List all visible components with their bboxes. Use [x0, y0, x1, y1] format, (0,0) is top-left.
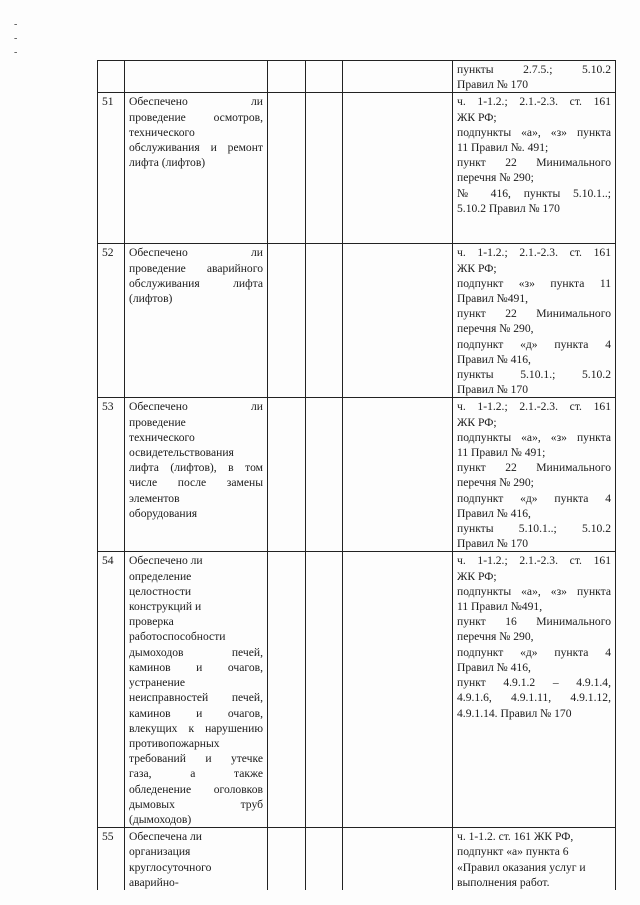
margin-marks [14, 18, 17, 60]
reference-line: 11 Правил №491, [457, 600, 543, 614]
reference-line: подпункты «а», «з» пункта [457, 430, 611, 444]
answer-yes-cell [268, 398, 306, 552]
reference-line: пункт 22 Минимального [457, 307, 611, 321]
table-row [98, 93, 616, 244]
question-line: лифта (лифтов) [129, 156, 206, 170]
row-number: 55 [98, 828, 125, 890]
question-line: конструкций и [129, 600, 202, 614]
reference-line: выполнения работ. [457, 875, 550, 889]
question-line: обледенение оголовков [129, 782, 263, 796]
inspection-checklist-table [97, 60, 616, 890]
legal-reference-cell [453, 828, 616, 890]
row-number: 52 [98, 244, 125, 398]
question-cell [125, 93, 268, 244]
margin-mark: - [14, 47, 18, 58]
reference-line: «Правил оказания услуг и [457, 860, 586, 874]
question-line: обслуживания и ремонт [129, 141, 263, 155]
margin-mark: - [14, 33, 18, 44]
margin-mark: - [14, 19, 18, 30]
reference-line: пункт 22 Минимального [457, 461, 611, 475]
question-cell [125, 398, 268, 552]
question-line: (лифтов) [129, 292, 173, 306]
reference-line: ЖК РФ; [457, 261, 497, 275]
question-cell [125, 244, 268, 398]
not-applicable-cell [343, 93, 453, 244]
reference-line: пункт 4.9.1.2 – 4.9.1.4, [457, 676, 611, 690]
answer-yes-cell [268, 552, 306, 828]
row-number: 54 [98, 552, 125, 828]
reference-line: 4.9.1.6, 4.9.1.11, 4.9.1.12, [457, 691, 611, 705]
legal-reference-cell [453, 552, 616, 828]
reference-line: пункт 16 Минимального [457, 615, 611, 629]
question-line: круглосуточного [129, 860, 212, 874]
question-line: Обеспечено ли [129, 95, 263, 109]
legal-reference-cell [453, 398, 616, 552]
question-line: дымоходов печей, [129, 645, 263, 659]
not-applicable-cell [343, 398, 453, 552]
reference-line: перечня № 290; [457, 171, 534, 185]
reference-line: перечня № 290, [457, 630, 534, 644]
reference-line: перечня № 290, [457, 322, 534, 336]
reference-line: ч. 1-1.2.; 2.1.-2.3. ст. 161 [457, 554, 611, 568]
reference-line: ч. 1-1.2.; 2.1.-2.3. ст. 161 [457, 95, 611, 109]
answer-yes-cell [268, 244, 306, 398]
answer-no-cell [306, 828, 343, 890]
question-cell [125, 828, 268, 890]
reference-line: ч. 1-1.2. ст. 161 ЖК РФ, [457, 830, 574, 844]
question-line: освидетельствования [129, 446, 234, 460]
legal-reference-cell [453, 244, 616, 398]
question-line: целостности [129, 584, 192, 598]
not-applicable-cell [343, 244, 453, 398]
reference-line: 11 Правил № 491; [457, 446, 546, 460]
reference-line: ч. 1-1.2.; 2.1.-2.3. ст. 161 [457, 400, 611, 414]
question-line: лифта (лифтов), в том [129, 461, 263, 475]
reference-line: перечня № 290; [457, 476, 534, 490]
question-line: организация [129, 845, 191, 859]
reference-line: ЖК РФ; [457, 415, 497, 429]
question-line: влекущих к нарушению [129, 721, 263, 735]
question-line: определение [129, 569, 192, 583]
question-line: (дымоходов) [129, 812, 192, 826]
question-line: числе после замены [129, 476, 263, 490]
table-row [98, 244, 616, 398]
table-row [98, 398, 616, 552]
row-number [98, 61, 125, 93]
reference-line: 11 Правил №. 491; [457, 141, 549, 155]
reference-line: ЖК РФ; [457, 110, 497, 124]
reference-line: подпункт «д» пункта 4 [457, 645, 611, 659]
question-line: оборудования [129, 506, 198, 520]
question-line: проведение [129, 415, 186, 429]
reference-line: ЖК РФ; [457, 569, 497, 583]
reference-line: 5.10.2 Правил № 170 [457, 201, 560, 215]
question-line: проверка [129, 615, 174, 629]
question-cell [125, 552, 268, 828]
question-line: каминов и очагов, [129, 706, 263, 720]
reference-line: подпункт «з» пункта 11 [457, 276, 611, 290]
reference-line: Правил № 416, [457, 352, 531, 366]
question-line: технического [129, 430, 195, 444]
not-applicable-cell [343, 61, 453, 93]
reference-line: пункт 22 Минимального [457, 156, 611, 170]
question-line: устранение [129, 676, 185, 690]
answer-no-cell [306, 61, 343, 93]
answer-no-cell [306, 398, 343, 552]
reference-line: Правил № 170 [457, 78, 529, 92]
not-applicable-cell [343, 828, 453, 890]
question-line: каминов и очагов, [129, 660, 263, 674]
reference-line: ч. 1-1.2.; 2.1.-2.3. ст. 161 [457, 246, 611, 260]
reference-line: подпункт «д» пункта 4 [457, 491, 611, 505]
question-line: технического [129, 125, 195, 139]
table-row [98, 552, 616, 828]
row-number: 53 [98, 398, 125, 552]
question-line: Обеспечено ли [129, 246, 263, 260]
reference-line: Правил № 416, [457, 506, 531, 520]
row-number: 51 [98, 93, 125, 244]
question-line: проведение осмотров, [129, 110, 263, 124]
reference-line: Правил № 170 [457, 537, 529, 551]
reference-line: подпункты «а», «з» пункта [457, 584, 611, 598]
question-line: работоспособности [129, 630, 226, 644]
question-cell [125, 61, 268, 93]
table-row [98, 61, 616, 93]
question-line: газа, а также [129, 767, 263, 781]
question-line: обслуживания лифта [129, 276, 263, 290]
legal-reference-cell [453, 93, 616, 244]
answer-no-cell [306, 244, 343, 398]
reference-line: подпункт «д» пункта 4 [457, 337, 611, 351]
answer-no-cell [306, 552, 343, 828]
reference-line: пункты 5.10.1.; 5.10.2 [457, 368, 611, 382]
not-applicable-cell [343, 552, 453, 828]
answer-yes-cell [268, 61, 306, 93]
reference-line: Правил № 416, [457, 660, 531, 674]
reference-line: № 416, пункты 5.10.1..; [457, 186, 611, 200]
question-line: проведение аварийного [129, 261, 263, 275]
table-row [98, 828, 616, 890]
reference-line: 4.9.1.14. Правил № 170 [457, 706, 572, 720]
question-line: элементов [129, 491, 180, 505]
answer-no-cell [306, 93, 343, 244]
reference-line: подпункт «а» пункта 6 [457, 845, 569, 859]
question-line: Обеспечено ли [129, 400, 263, 414]
question-line: Обеспечена ли [129, 830, 202, 844]
question-line: противопожарных [129, 736, 220, 750]
legal-reference-cell [453, 61, 616, 93]
question-line: Обеспечено ли [129, 554, 203, 568]
reference-line: пункты 5.10.1..; 5.10.2 [457, 522, 611, 536]
reference-line: Правил №491, [457, 292, 529, 306]
reference-line: подпункты «а», «з» пункта [457, 125, 611, 139]
reference-line: пункты 2.7.5.; 5.10.2 [457, 63, 611, 76]
answer-yes-cell [268, 828, 306, 890]
question-line: аварийно- [129, 875, 179, 889]
question-line: требований и утечке [129, 752, 263, 766]
question-line: дымовых труб [129, 797, 263, 811]
reference-line: Правил № 170 [457, 383, 529, 397]
answer-yes-cell [268, 93, 306, 244]
question-line: неисправностей печей, [129, 691, 263, 705]
